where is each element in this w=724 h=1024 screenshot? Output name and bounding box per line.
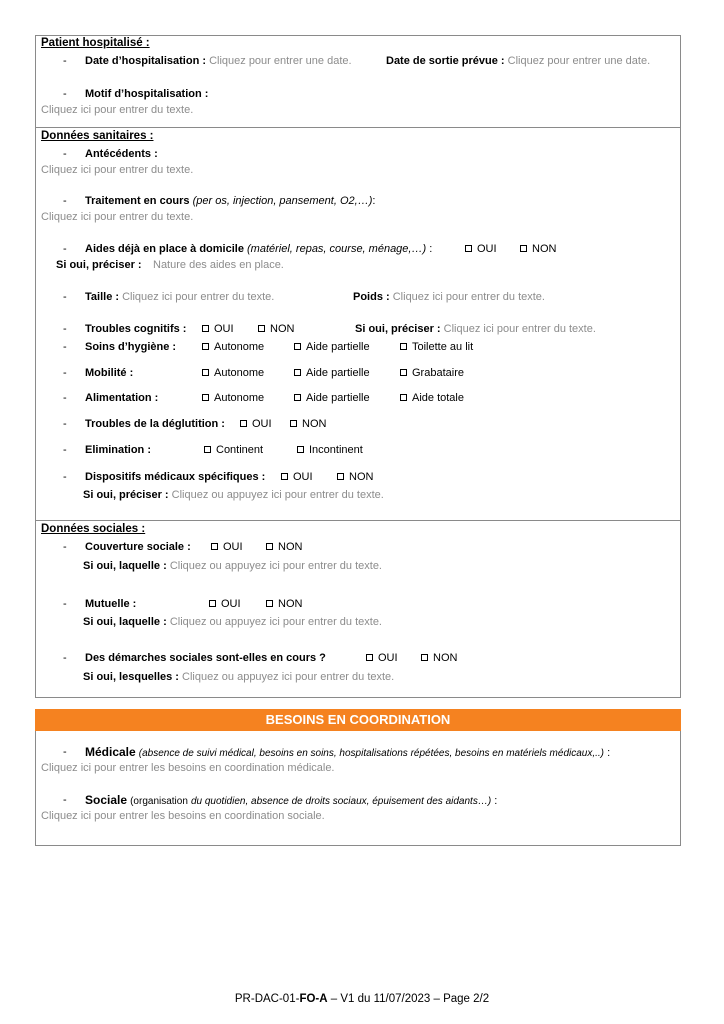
aides-colon: :	[429, 243, 433, 255]
option-label: Aide partielle	[306, 392, 370, 404]
checkbox-icon	[294, 394, 301, 401]
dispositifs-input[interactable]: Cliquez ou appuyez ici pour entrer du texte.	[171, 489, 384, 501]
aides-label: Aides déjà en place à domicile	[85, 243, 244, 255]
bullet-dash: -	[63, 88, 67, 100]
troubles-cognitifs-si-oui-label: Si oui, préciser :	[355, 323, 441, 335]
row-sociale	[85, 793, 497, 807]
non-label: NON	[349, 471, 374, 483]
traitement-colon: :	[372, 195, 376, 207]
bullet-dash: -	[63, 148, 67, 160]
poids-input[interactable]: Cliquez ici pour entrer du texte.	[392, 291, 545, 303]
bullet-dash: -	[63, 794, 67, 806]
couverture-input[interactable]: Cliquez ou appuyez ici pour entrer du texte.	[169, 560, 382, 572]
demarches-label: Des démarches sociales sont-elles en cours ?	[85, 652, 326, 664]
divider-sociales	[35, 520, 681, 521]
hygiene-label: Soins d’hygiène :	[85, 341, 177, 353]
row-dates	[85, 55, 352, 67]
non-label: NON	[302, 418, 327, 430]
taille-label: Taille :	[85, 291, 120, 303]
antecedents-label: Antécédents :	[85, 148, 158, 160]
checkbox-icon	[400, 394, 407, 401]
alimentation-aide-totale-checkbox[interactable]	[400, 392, 464, 404]
couverture-oui-checkbox[interactable]	[211, 541, 243, 553]
motif-label: Motif d’hospitalisation :	[85, 88, 209, 100]
checkbox-icon	[337, 473, 344, 480]
option-label: Autonome	[214, 392, 265, 404]
option-label: Aide partielle	[306, 341, 370, 353]
demarches-oui-checkbox[interactable]	[366, 652, 398, 664]
checkbox-icon	[421, 654, 428, 661]
checkbox-icon	[520, 245, 527, 252]
bullet-dash: -	[63, 392, 67, 404]
checkbox-icon	[240, 420, 247, 427]
hygiene-autonome-checkbox[interactable]	[202, 341, 264, 353]
checkbox-icon	[465, 245, 472, 252]
troubles-cognitifs-oui-checkbox[interactable]	[202, 323, 234, 335]
option-label: Autonome	[214, 367, 265, 379]
row-taille	[85, 291, 274, 303]
checkbox-icon	[211, 543, 218, 550]
mobilite-aide-partielle-checkbox[interactable]	[294, 367, 370, 379]
row-demarches-precision	[83, 671, 394, 683]
divider-sanitaires	[35, 127, 681, 128]
aides-oui-checkbox[interactable]	[465, 243, 497, 255]
medicale-label: Médicale	[85, 745, 136, 759]
bullet-dash: -	[63, 341, 67, 353]
row-mutuelle-precision	[83, 616, 382, 628]
option-label: Incontinent	[309, 444, 363, 456]
oui-label: OUI	[293, 471, 313, 483]
checkbox-icon	[297, 446, 304, 453]
footer-ref: PR-DAC-01-	[234, 993, 300, 1005]
checkbox-icon	[202, 394, 209, 401]
option-label: Continent	[216, 444, 264, 456]
non-label: NON	[270, 323, 295, 335]
demarches-input[interactable]: Cliquez ou appuyez ici pour entrer du texte.	[182, 671, 395, 683]
troubles-cognitifs-input[interactable]: Cliquez ici pour entrer du texte.	[443, 323, 596, 335]
checkbox-icon	[400, 343, 407, 350]
footer-version-page: – V1 du 11/07/2023 – Page 2/2	[327, 993, 490, 1005]
aides-non-checkbox[interactable]	[520, 243, 556, 255]
checkbox-icon	[204, 446, 211, 453]
checkbox-icon	[202, 343, 209, 350]
sociale-label: Sociale	[85, 793, 128, 807]
antecedents-input[interactable]: Cliquez ici pour entrer du texte.	[41, 164, 194, 176]
oui-label: OUI	[252, 418, 272, 430]
section-title-patient: Patient hospitalisé :	[41, 37, 150, 49]
checkbox-icon	[400, 369, 407, 376]
page-footer	[0, 993, 724, 1005]
row-medicale	[85, 745, 610, 759]
row-poids	[353, 291, 545, 303]
checkbox-icon	[266, 600, 273, 607]
dispositifs-si-oui-label: Si oui, préciser :	[83, 489, 169, 501]
oui-label: OUI	[477, 243, 497, 255]
non-label: NON	[278, 541, 303, 553]
footer-ref-bold: FO-A	[299, 993, 328, 1005]
date-sortie-input[interactable]: Cliquez pour entrer une date.	[507, 55, 651, 67]
demarches-si-oui-label: Si oui, lesquelles :	[83, 671, 179, 683]
mutuelle-label: Mutuelle :	[85, 598, 137, 610]
option-label: Aide partielle	[306, 367, 370, 379]
row-dispositifs-precision	[83, 489, 384, 501]
checkbox-icon	[266, 543, 273, 550]
checkbox-icon	[366, 654, 373, 661]
elimination-continent-checkbox[interactable]	[204, 444, 263, 456]
non-label: NON	[278, 598, 303, 610]
taille-input[interactable]: Cliquez ici pour entrer du texte.	[122, 291, 275, 303]
section-title-sociales: Données sociales :	[41, 523, 146, 535]
sociale-colon: :	[494, 795, 498, 807]
bullet-dash: -	[63, 367, 67, 379]
oui-label: OUI	[378, 652, 398, 664]
medicale-input[interactable]: Cliquez ici pour entrer les besoins en coordination médicale.	[41, 762, 335, 774]
sociale-hint-plain: (organisation	[130, 796, 188, 807]
hygiene-toilette-lit-checkbox[interactable]	[400, 341, 473, 353]
checkbox-icon	[281, 473, 288, 480]
dispositifs-non-checkbox[interactable]	[337, 471, 373, 483]
option-label: Aide totale	[412, 392, 464, 404]
traitement-label: Traitement en cours	[85, 195, 190, 207]
aides-hint: (matériel, repas, course, ménage,…)	[247, 243, 427, 255]
couverture-label: Couverture sociale :	[85, 541, 191, 553]
oui-label: OUI	[221, 598, 241, 610]
demarches-non-checkbox[interactable]	[421, 652, 457, 664]
section-title-sanitaires: Données sanitaires :	[41, 130, 154, 142]
mutuelle-non-checkbox[interactable]	[266, 598, 302, 610]
bullet-dash: -	[63, 541, 67, 553]
aides-input[interactable]: Nature des aides en place.	[153, 259, 284, 271]
elimination-label: Elimination :	[85, 444, 151, 456]
bullet-dash: -	[63, 291, 67, 303]
alimentation-autonome-checkbox[interactable]	[202, 392, 264, 404]
dispositifs-oui-checkbox[interactable]	[281, 471, 313, 483]
sociale-hint-italic: du quotidien, absence de droits sociaux, épuisement des aidants…)	[190, 796, 492, 807]
date-hospi-label: Date d’hospitalisation :	[85, 55, 207, 67]
bullet-dash: -	[63, 444, 67, 456]
mutuelle-si-oui-label: Si oui, laquelle :	[83, 616, 167, 628]
row-aides	[85, 243, 432, 255]
poids-label: Poids :	[353, 291, 390, 303]
coordination-header: BESOINS EN COORDINATION	[35, 709, 681, 731]
non-label: NON	[532, 243, 557, 255]
troubles-cognitifs-label: Troubles cognitifs :	[85, 323, 187, 335]
option-label: Autonome	[214, 341, 265, 353]
deglutition-label: Troubles de la déglutition :	[85, 418, 225, 430]
mutuelle-oui-checkbox[interactable]	[209, 598, 241, 610]
option-label: Grabataire	[412, 367, 464, 379]
checkbox-icon	[290, 420, 297, 427]
row-date-sortie	[386, 55, 650, 67]
medicale-colon: :	[607, 747, 611, 759]
checkbox-icon	[258, 325, 265, 332]
bullet-dash: -	[63, 471, 67, 483]
bullet-dash: -	[63, 598, 67, 610]
bullet-dash: -	[63, 652, 67, 664]
checkbox-icon	[202, 369, 209, 376]
motif-input[interactable]: Cliquez ici pour entrer du texte.	[41, 104, 194, 116]
bullet-dash: -	[63, 195, 67, 207]
mobilite-grabataire-checkbox[interactable]	[400, 367, 464, 379]
troubles-cognitifs-non-checkbox[interactable]	[258, 323, 294, 335]
bullet-dash: -	[63, 243, 67, 255]
couverture-non-checkbox[interactable]	[266, 541, 302, 553]
oui-label: OUI	[214, 323, 234, 335]
bullet-dash: -	[63, 418, 67, 430]
dispositifs-label: Dispositifs médicaux spécifiques :	[85, 471, 266, 483]
sociale-input[interactable]: Cliquez ici pour entrer les besoins en coordination sociale.	[41, 810, 325, 822]
row-couverture-precision	[83, 560, 382, 572]
date-sortie-label: Date de sortie prévue :	[386, 55, 505, 67]
alimentation-aide-partielle-checkbox[interactable]	[294, 392, 370, 404]
bullet-dash: -	[63, 746, 67, 758]
elimination-incontinent-checkbox[interactable]	[297, 444, 363, 456]
oui-label: OUI	[223, 541, 243, 553]
aides-si-oui-label: Si oui, préciser :	[56, 259, 142, 271]
mobilite-label: Mobilité :	[85, 367, 134, 379]
checkbox-icon	[209, 600, 216, 607]
checkbox-icon	[202, 325, 209, 332]
traitement-hint: (per os, injection, pansement, O2,…)	[192, 195, 373, 207]
deglutition-oui-checkbox[interactable]	[240, 418, 272, 430]
date-hospi-input[interactable]: Cliquez pour entrer une date.	[209, 55, 352, 67]
checkbox-icon	[294, 343, 301, 350]
row-troubles-cognitifs-precision	[355, 323, 596, 335]
bullet-dash: -	[63, 323, 67, 335]
mobilite-autonome-checkbox[interactable]	[202, 367, 264, 379]
option-label: Toilette au lit	[412, 341, 474, 353]
non-label: NON	[433, 652, 458, 664]
bullet-dash: -	[63, 55, 67, 67]
mutuelle-input[interactable]: Cliquez ou appuyez ici pour entrer du texte.	[169, 616, 382, 628]
hygiene-aide-partielle-checkbox[interactable]	[294, 341, 370, 353]
alimentation-label: Alimentation :	[85, 392, 159, 404]
deglutition-non-checkbox[interactable]	[290, 418, 326, 430]
checkbox-icon	[294, 369, 301, 376]
row-traitement	[85, 195, 375, 207]
medicale-hint: (absence de suivi médical, besoins en soins, hospitalisations répétées, besoins en matériels médicaux,..)	[138, 748, 605, 759]
couverture-si-oui-label: Si oui, laquelle :	[83, 560, 167, 572]
traitement-input[interactable]: Cliquez ici pour entrer du texte.	[41, 211, 194, 223]
